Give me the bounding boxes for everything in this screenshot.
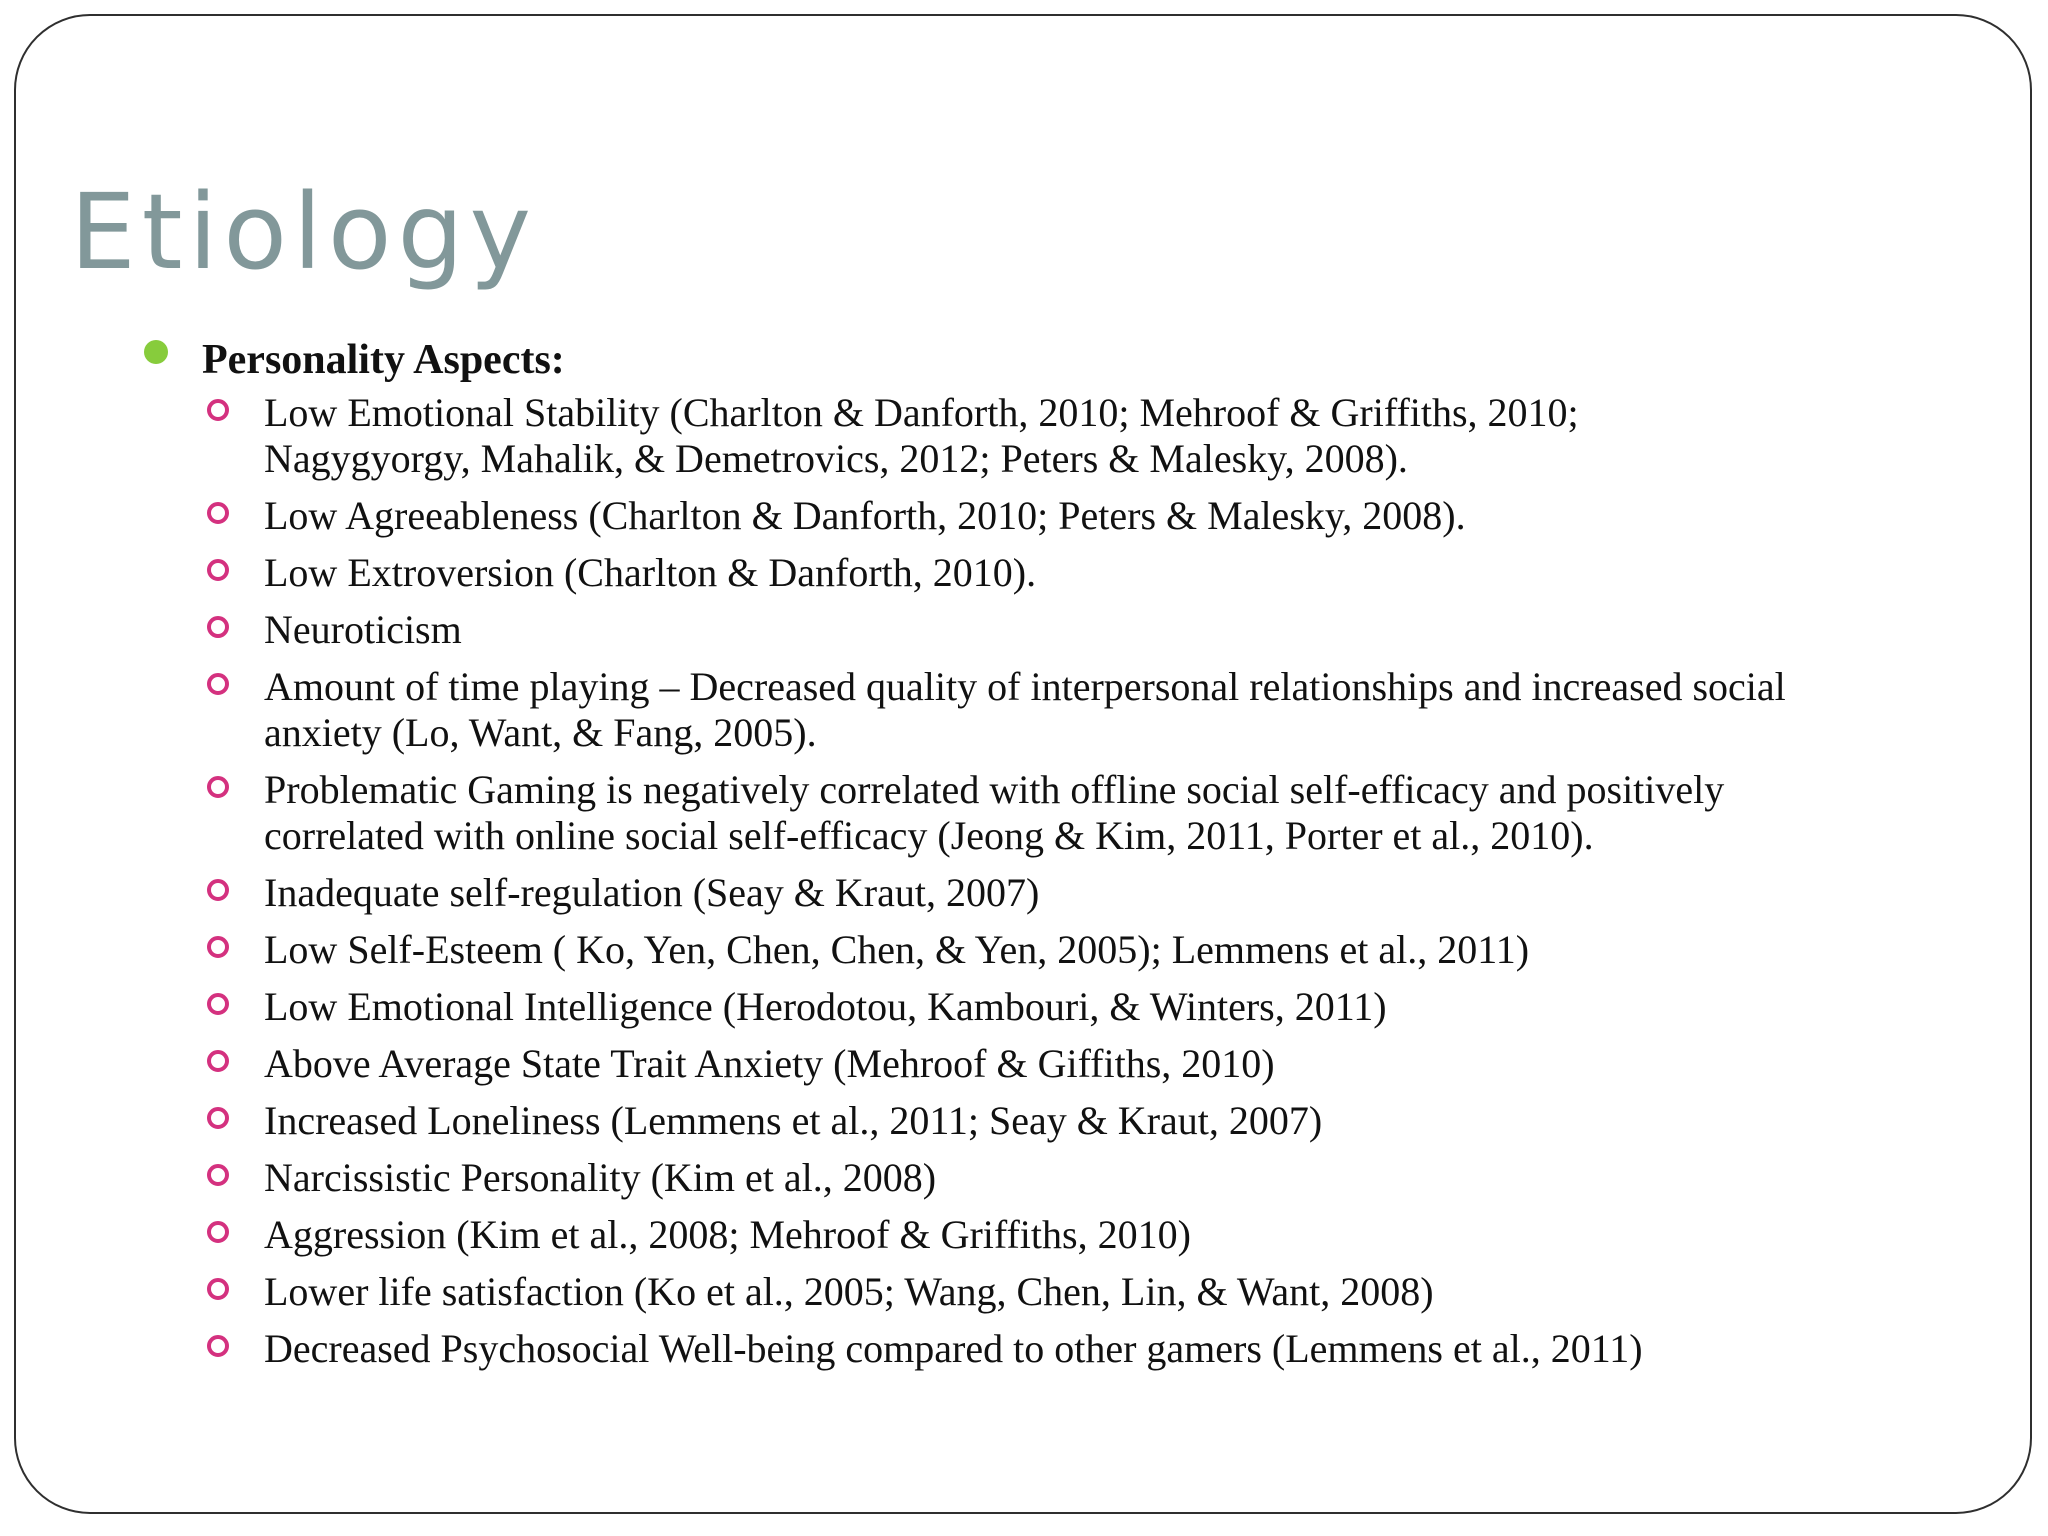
- hollow-circle-bullet-icon: [207, 879, 229, 901]
- hollow-circle-bullet-icon: [207, 936, 229, 958]
- list-item: [140, 1155, 1940, 1201]
- list-item-text: Lower life satisfaction (Ko et al., 2005; Wang, Chen, Lin, & Want, 2008): [264, 1269, 1434, 1314]
- list-item: [140, 493, 1940, 539]
- hollow-circle-bullet-icon: [207, 616, 229, 638]
- list-item: [140, 984, 1940, 1030]
- list-item-text: Decreased Psychosocial Well-being compared to other gamers (Lemmens et al., 2011): [264, 1326, 1643, 1371]
- bullet-heading-text: Personality Aspects:: [202, 337, 565, 383]
- list-item: [140, 550, 1940, 596]
- hollow-circle-bullet-icon: [207, 1050, 229, 1072]
- list-item: [140, 767, 1940, 859]
- list-item-text-continued: correlated with online social self-efficacy (Jeong & Kim, 2011, Porter et al., 2010).: [264, 813, 1594, 858]
- hollow-circle-bullet-icon: [207, 502, 229, 524]
- list-item-text: Amount of time playing – Decreased quality of interpersonal relationships and increased social: [264, 664, 1786, 709]
- list-item: [140, 1041, 1940, 1087]
- list-item-text: Low Agreeableness (Charlton & Danforth, 2010; Peters & Malesky, 2008).: [264, 493, 1466, 538]
- hollow-circle-bullet-icon: [207, 1107, 229, 1129]
- list-item-text: Low Self-Esteem ( Ko, Yen, Chen, Chen, & Yen, 2005); Lemmens et al., 2011): [264, 927, 1530, 972]
- hollow-circle-bullet-icon: [207, 673, 229, 695]
- hollow-circle-bullet-icon: [207, 559, 229, 581]
- list-item: [140, 927, 1940, 973]
- list-item-text: Above Average State Trait Anxiety (Mehroof & Giffiths, 2010): [264, 1041, 1275, 1086]
- list-item: [140, 390, 1940, 482]
- list-item-text: Low Emotional Stability (Charlton & Danforth, 2010; Mehroof & Griffiths, 2010;: [264, 390, 1579, 435]
- bullet-personality-aspects: [140, 330, 1940, 390]
- slide-content: [140, 330, 1940, 1383]
- list-item-text: Neuroticism: [264, 607, 462, 652]
- list-item-text: Problematic Gaming is negatively correlated with offline social self-efficacy and positively: [264, 767, 1725, 812]
- hollow-circle-bullet-icon: [207, 1278, 229, 1300]
- list-item-text: Narcissistic Personality (Kim et al., 2008): [264, 1155, 937, 1200]
- hollow-circle-bullet-icon: [207, 1335, 229, 1357]
- list-item: [140, 1269, 1940, 1315]
- filled-circle-bullet-icon: [144, 340, 168, 364]
- list-item: [140, 870, 1940, 916]
- list-item-text-continued: anxiety (Lo, Want, & Fang, 2005).: [264, 710, 817, 755]
- list-item-text: Inadequate self-regulation (Seay & Kraut, 2007): [264, 870, 1040, 915]
- sub-bullet-list: [140, 390, 1940, 1372]
- hollow-circle-bullet-icon: [207, 1164, 229, 1186]
- list-item-text: Low Emotional Intelligence (Herodotou, Kambouri, & Winters, 2011): [264, 984, 1387, 1029]
- list-item-text: Low Extroversion (Charlton & Danforth, 2010).: [264, 550, 1037, 595]
- list-item: [140, 1098, 1940, 1144]
- slide-title: Etiology: [70, 171, 538, 293]
- hollow-circle-bullet-icon: [207, 399, 229, 421]
- list-item: [140, 607, 1940, 653]
- list-item: [140, 1326, 1940, 1372]
- hollow-circle-bullet-icon: [207, 776, 229, 798]
- list-item: [140, 664, 1940, 756]
- list-item-text-continued: Nagygyorgy, Mahalik, & Demetrovics, 2012; Peters & Malesky, 2008).: [264, 436, 1408, 481]
- list-item: [140, 1212, 1940, 1258]
- hollow-circle-bullet-icon: [207, 1221, 229, 1243]
- list-item-text: Aggression (Kim et al., 2008; Mehroof & Griffiths, 2010): [264, 1212, 1191, 1257]
- list-item-text: Increased Loneliness (Lemmens et al., 2011; Seay & Kraut, 2007): [264, 1098, 1323, 1143]
- hollow-circle-bullet-icon: [207, 993, 229, 1015]
